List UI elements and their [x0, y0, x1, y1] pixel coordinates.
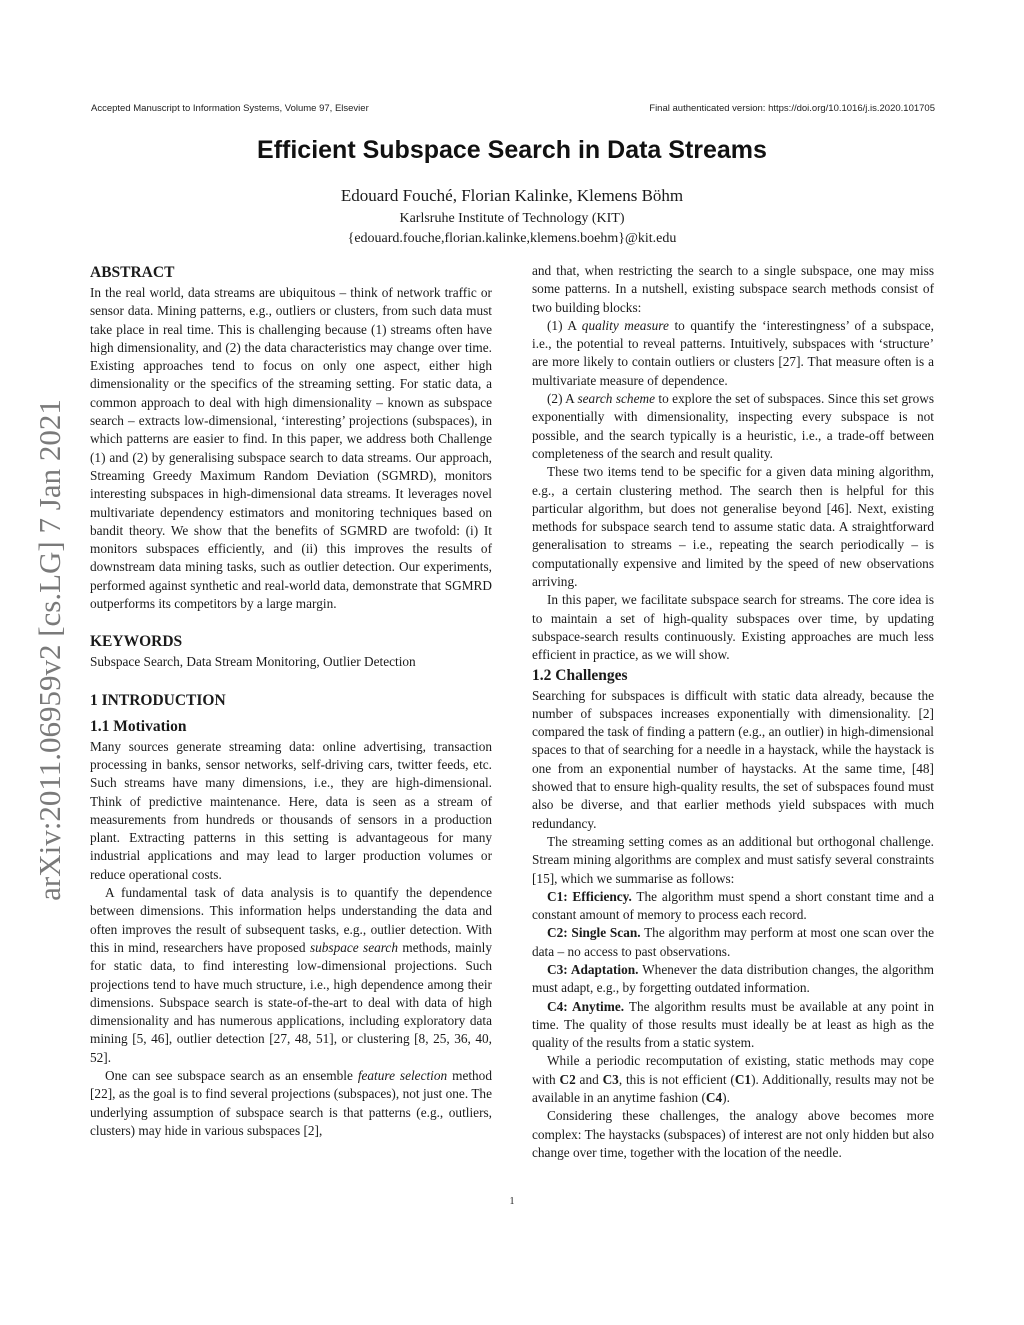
abstract-heading: ABSTRACT	[90, 264, 175, 281]
affiliation: Karlsruhe Institute of Technology (KIT)	[399, 211, 625, 226]
running-header-right: Final authenticated version: https://doi.org/10.1016/j.is.2020.101705	[649, 103, 935, 114]
intro-paragraph-4: and that, when restricting the search to a single subspace, one may miss some patterns. In a nutshell, existing subspace search methods consist of two building blocks:	[532, 263, 934, 315]
motivation-heading: 1.1 Motivation	[90, 717, 187, 735]
challenges-paragraph-4: Considering these challenges, the analogy above becomes more complex: The haystacks (subspaces) of interest are not only hidden but also change over time, together with the location of the needle.	[532, 1108, 934, 1160]
author-emails: {edouard.fouche,florian.kalinke,klemens.boehm}@kit.edu	[347, 231, 677, 246]
introduction-heading: 1 INTRODUCTION	[90, 691, 226, 709]
constraint-c4: C4: Anytime. The algorithm results must be available at any point in time. The quality of those results must ideally be at least as high as the quality of the results from a static system.	[532, 998, 934, 1051]
intro-paragraph-5: These two items tend to be specific for a given data mining algorithm, e.g., a certain clustering method. The search then is helpful for this particular algorithm, but does not generalise beyond [46]. Next, existing methods for subspace search tend to assume static data. A straightforward generalisation to streams – i.e., repeating the search periodically – is computationally expensive and limited by the speed of new observations arriving.	[532, 464, 934, 590]
challenges-paragraph-3: While a periodic recomputation of existing, static methods may cope with C2 and C3, this is not efficient (C1). Additionally, results may not be available in an anytime fashion (C4).	[532, 1053, 935, 1106]
building-block-1: (1) A quality measure to quantify the ‘interestingness’ of a subspace, i.e., the potential to reveal patterns. Intuitively, subspaces with ‘structure’ are more likely to contain outliers or clusters [27]. That measure often is a multivariate measure of dependence.	[532, 317, 934, 388]
arxiv-watermark: arXiv:2011.06959v2 [cs.LG] 7 Jan 2021	[32, 399, 67, 901]
running-header-left: Accepted Manuscript to Information Systems, Volume 97, Elsevier	[91, 103, 369, 114]
paper-title: Efficient Subspace Search in Data Streams	[257, 136, 767, 164]
affiliation-block	[0, 209, 1024, 249]
intro-paragraph-1: Many sources generate streaming data: online advertising, transaction processing in banks, sensor networks, self-driving cars, twitter feeds, etc. Such streams have many dimensions, i.e., they are high-dimensional. Think of predictive maintenance. Here, data is seen as a stream of measurements from hundreds or thousands of sensors in a production plant. Extracting patterns in this setting is advantageous for many industrial applications and may lead to larger production volumes or reduce operational costs.	[90, 738, 492, 882]
keywords-text: Subspace Search, Data Stream Monitoring, Outlier Detection	[90, 654, 416, 670]
intro-paragraph-3: One can see subspace search as an ensemble feature selection method [22], as the goal is to find several projections (subspaces), not just one. The underlying assumption of subspace search is that patterns (e.g., outliers, clusters) may hide in various subspaces [2],	[90, 1067, 492, 1138]
intro-paragraph-6: In this paper, we facilitate subspace search for streams. The core idea is to maintain a set of high-quality subspaces over time, by updating subspace-search results continuously. Existing approaches are much less efficient in practice, as we will show.	[532, 592, 934, 663]
building-block-2: (2) A search scheme to explore the set of subspaces. Since this set grows exponentially with dimensionality, inspecting every subspace is not possible, and the search typically is a heuristic, i.e., a trade-off between completeness of the search and result quality.	[532, 391, 934, 461]
constraint-c1: C1: Efficiency. The algorithm must spend a short constant time and a constant amount of memory to process each record.	[532, 888, 934, 923]
constraint-c2: C2: Single Scan. The algorithm may perform at most one scan over the data – no access to past observations.	[532, 925, 934, 959]
page-number: 1	[509, 1196, 515, 1207]
intro-paragraph-2: A fundamental task of data analysis is to quantify the dependence between dimensions. This information helps understanding the data and often improves the result of subsequent tasks, e.g., outlier detection. With this in mind, researchers have proposed subspace search methods, mainly for static data, to find interesting low-dimensional projections. Such projections tend to have much structure, i.e., high dependence among their dimensions. Subspace search is state-of-the-art to deal with data of high dimensionality and has numerous applications, including exploratory data mining [5, 46], outlier detection [27, 48, 51], or clustering [8, 25, 36, 40, 52].	[90, 885, 493, 1065]
keywords-heading: KEYWORDS	[90, 633, 183, 651]
challenges-paragraph-1: Searching for subspaces is difficult with static data already, because the number of subspaces increases exponentially with dimensionality. [2] compared the task of finding a pattern (e.g., an outlier) in high-dimensional spaces to that of searching for a needle in a haystack, while the haystack is one from an exponential number of haystacks. At the same time, [48] showed that to ensure high-quality results, the set of subspaces found must also be diverse, and that earlier methods yield subspaces with much redundancy.	[532, 687, 934, 831]
constraint-c3: C3: Adaptation. Whenever the data distribution changes, the algorithm must adapt, e.g., by forgetting outdated information.	[532, 961, 934, 996]
left-column	[90, 262, 492, 1140]
challenges-paragraph-2: The streaming setting comes as an additional but orthogonal challenge. Stream mining algorithms are complex and must satisfy several constraints [15], which we summarise as follows:	[532, 833, 934, 886]
abstract-text: In the real world, data streams are ubiquitous – think of network traffic or sensor data. Mining patterns, e.g., outliers or clusters, from such data must take place in real time. This is challenging because (1) streams often have high dimensionality, and (2) the data characteristics may change over time. Existing approaches tend to focus on only one aspect, either high dimensionality or the specifics of the streaming setting. For static data, a common approach to deal with high dimensionality – known as subspace search – extracts low-dimensional, ‘interesting’ projections (subspaces), in which patterns are easier to find. In this paper, we address both Challenge (1) and (2) by generalising subspace search to data streams. Our approach, Streaming Greedy Maximum Random Deviation (SGMRD), monitors interesting subspaces in high-dimensional data streams. It leverages novel multivariate dependency estimators and monitoring techniques based on bandit theory. We show that the benefits of SGMRD are twofold: (i) It monitors subspaces efficiently, and (ii) this improves the results of downstream data mining tasks, such as outlier detection. Our experiments, performed against synthetic and real-world data, demonstrate that SGMRD outperforms its competitors by a large margin.	[90, 285, 492, 612]
author-list: Edouard Fouché, Florian Kalinke, Klemens Böhm	[340, 186, 684, 205]
challenges-heading: 1.2 Challenges	[532, 666, 628, 684]
right-column	[532, 262, 934, 1162]
